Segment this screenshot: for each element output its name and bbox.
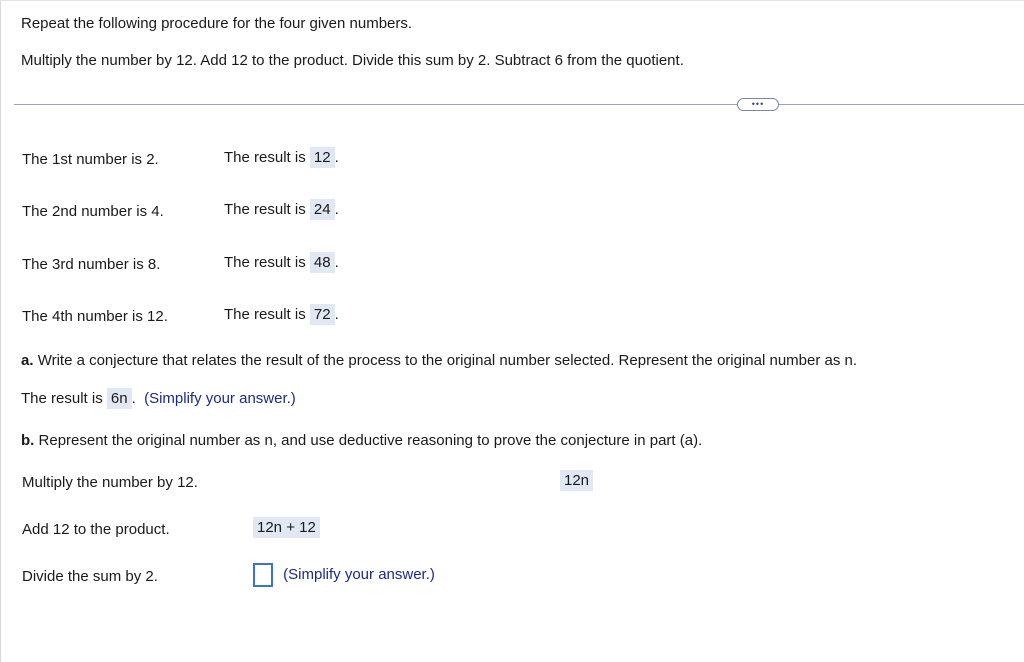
part-b-question — [21, 432, 702, 449]
result-period: . — [334, 254, 339, 271]
more-options-button[interactable] — [737, 98, 779, 111]
result-prefix: The result is — [224, 201, 306, 218]
step-2-value[interactable]: 12n + 12 — [253, 517, 320, 538]
step-3-hint: (Simplify your answer.) — [283, 565, 435, 583]
result-answer-3[interactable]: 48 — [310, 252, 335, 273]
step-3-answer — [253, 563, 435, 587]
instruction-line-1: Repeat the following procedure for the four given numbers. — [21, 15, 413, 32]
result-answer-1[interactable]: 12 — [310, 147, 335, 168]
ellipsis-icon: ••• — [751, 99, 765, 109]
step-1-answer[interactable] — [560, 472, 593, 489]
part-a-text: Write a conjecture that relates the result of the process to the original number selected. Represent the original number as n. — [37, 352, 858, 369]
result-prefix: The result is — [224, 306, 306, 323]
result-line-1 — [224, 149, 339, 166]
result-period: . — [334, 306, 339, 323]
part-a-hint: (Simplify your answer.) — [144, 390, 296, 407]
number-statement-2: The 2nd number is 4. — [22, 203, 164, 220]
result-line-2 — [224, 201, 339, 218]
result-line-3 — [224, 254, 339, 271]
step-1-label: Multiply the number by 12. — [22, 474, 198, 491]
step-2-label: Add 12 to the product. — [22, 521, 170, 538]
part-a-question — [21, 352, 857, 369]
result-line-4 — [224, 306, 339, 323]
part-a-label: a. — [21, 352, 34, 369]
part-b-text: Represent the original number as n, and use deductive reasoning to prove the conjecture in part (a). — [38, 432, 703, 449]
result-period: . — [334, 149, 339, 166]
part-a-answer-prefix: The result is — [21, 390, 103, 407]
step-1-value[interactable]: 12n — [560, 470, 593, 491]
result-prefix: The result is — [224, 254, 306, 271]
number-statement-4: The 4th number is 12. — [22, 308, 168, 325]
result-period: . — [334, 201, 339, 218]
result-prefix: The result is — [224, 149, 306, 166]
result-answer-4[interactable]: 72 — [310, 304, 335, 325]
part-a-answer-line — [21, 390, 296, 407]
part-b-label: b. — [21, 432, 35, 449]
section-divider — [14, 104, 1024, 105]
step-2-answer[interactable] — [253, 519, 320, 536]
step-3-label: Divide the sum by 2. — [22, 568, 158, 585]
step-3-answer-input[interactable] — [253, 563, 273, 587]
part-a-period: . — [131, 390, 136, 407]
number-statement-3: The 3rd number is 8. — [22, 256, 161, 273]
result-answer-2[interactable]: 24 — [310, 199, 335, 220]
instruction-line-2: Multiply the number by 12. Add 12 to the product. Divide this sum by 2. Subtract 6 from the quotient. — [21, 52, 684, 69]
number-statement-1: The 1st number is 2. — [22, 151, 159, 168]
part-a-answer[interactable]: 6n — [107, 388, 132, 409]
